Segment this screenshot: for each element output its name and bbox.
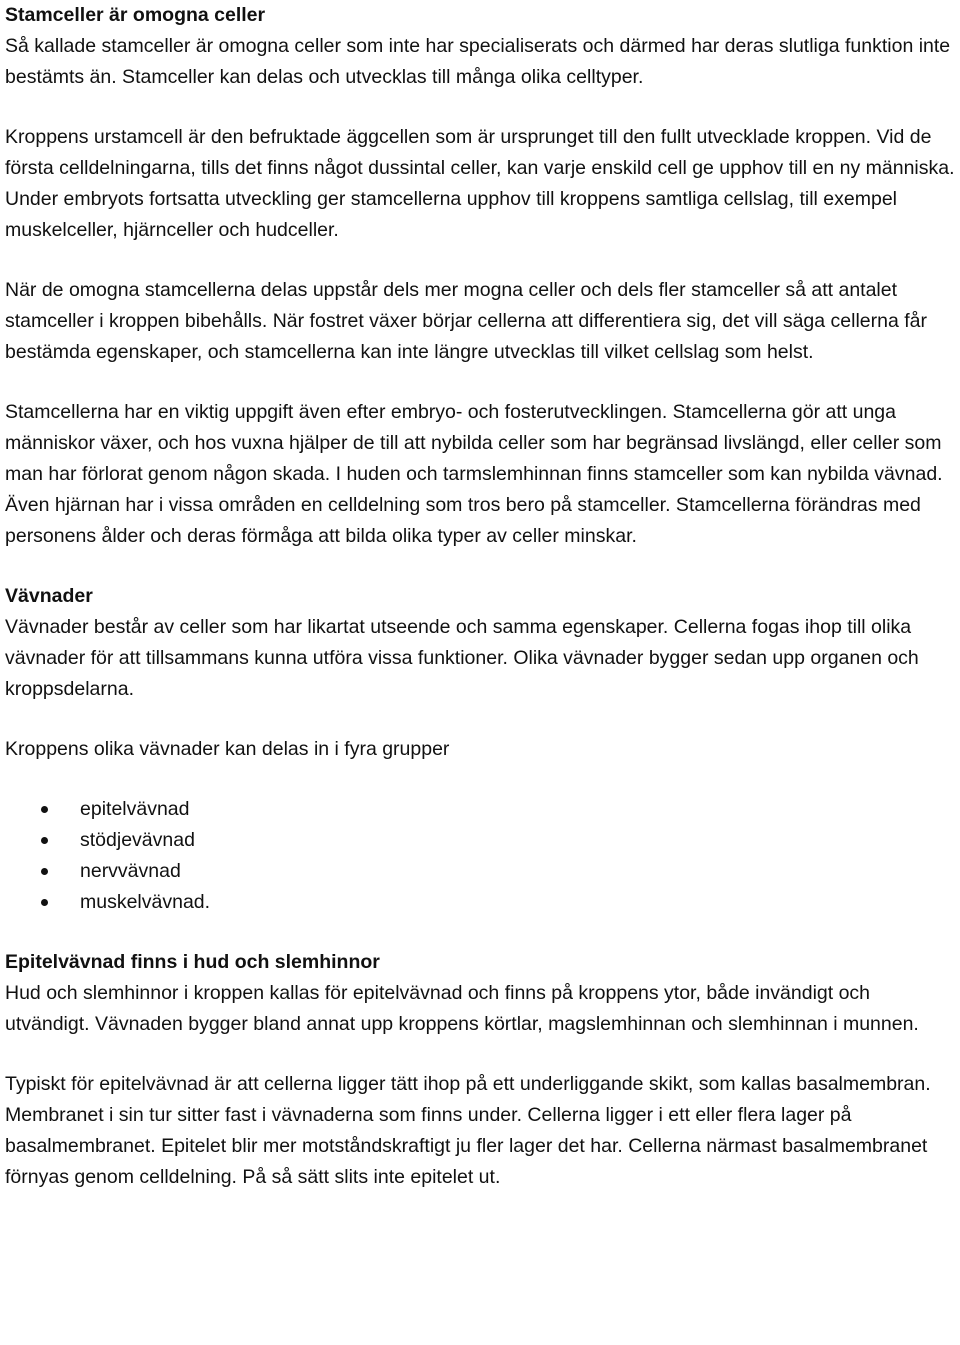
tissue-group-list [5,794,957,918]
paragraph: Vävnader består av celler som har likartat utseende och samma egenskaper. Cellerna fogas ihop till olika vävnader för att tillsammans kunna utföra vissa funktioner. Olika vävnader bygger sedan upp organen och kroppsdelarna. [5,616,919,700]
paragraph: Kroppens urstamcell är den befruktade äggcellen som är ursprunget till den fullt utvecklade kroppen. Vid de första celldelningarna, tills det finns något dussintal celler, kan varje enskild cell ge upphov till en ny människa. Under embryots fortsatta utveckling ger stamcellerna upphov till kroppens samtliga cellslag, till exempel muskelceller, hjärnceller och hudceller. [5,126,955,241]
section-epitelvavnad [5,947,957,1193]
paragraph: Hud och slemhinnor i kroppen kallas för epitelvävnad och finns på kroppens ytor, både invändigt och utvändigt. Vävnaden bygger bland annat upp kroppens körtlar, magslemhinnan och slemhinnan i munnen. [5,982,919,1035]
list-item-text: epitelvävnad [80,798,190,820]
paragraph: Så kallade stamceller är omogna celler som inte har specialiserats och därmed har deras slutliga funktion inte bestämts än. Stamceller kan delas och utvecklas till många olika celltyper. [5,35,951,88]
document-page [5,0,957,1193]
paragraph: Kroppens olika vävnader kan delas in i fyra grupper [5,738,450,760]
section-stamceller [5,0,957,552]
list-item-text: stödjevävnad [80,829,195,851]
section-heading: Epitelvävnad finns i hud och slemhinnor [5,951,380,973]
bullet-icon [41,868,48,875]
list-item [5,856,957,887]
section-heading: Stamceller är omogna celler [5,4,266,26]
section-heading: Vävnader [5,585,93,607]
bullet-icon [41,806,48,813]
paragraph: När de omogna stamcellerna delas uppstår dels mer mogna celler och dels fler stamceller så att antalet stamceller i kroppen bibehålls. När fostret växer börjar cellerna att differentiera sig, det vill säga cellerna får bestämda egenskaper, och stamcellerna kan inte längre utvecklas till vilket cellslag som helst. [5,279,927,363]
paragraph: Stamcellerna har en viktig uppgift även efter embryo- och fosterutvecklingen. Stamcellerna gör att unga människor växer, och hos vuxna hjälper de till att nybilda celler som har begränsad livslängd, eller celler som man har förlorat genom någon skada. I huden och tarmslemhinnan finns stamceller som kan nybilda vävnad. Även hjärnan har i vissa områden en celldelning som tros bero på stamceller. Stamcellerna förändras med personens ålder och deras förmåga att bilda olika typer av celler minskar. [5,401,943,547]
list-item-text: muskelvävnad. [80,891,211,913]
list-item [5,794,957,825]
bullet-icon [41,837,48,844]
list-item-text: nervvävnad [80,860,181,882]
list-item [5,887,957,918]
section-vavnader [5,581,957,918]
bullet-icon [41,899,48,906]
list-item [5,825,957,856]
paragraph: Typiskt för epitelvävnad är att cellerna ligger tätt ihop på ett underliggande skikt, som kallas basalmembran. Membranet i sin tur sitter fast i vävnaderna som finns under. Cellerna ligger i ett eller flera lager på basalmembranet. Epitelet blir mer motståndskraftigt ju fler lager det har. Cellerna närmast basalmembranet förnyas genom celldelning. På så sätt slits inte epitelet ut. [5,1073,931,1188]
